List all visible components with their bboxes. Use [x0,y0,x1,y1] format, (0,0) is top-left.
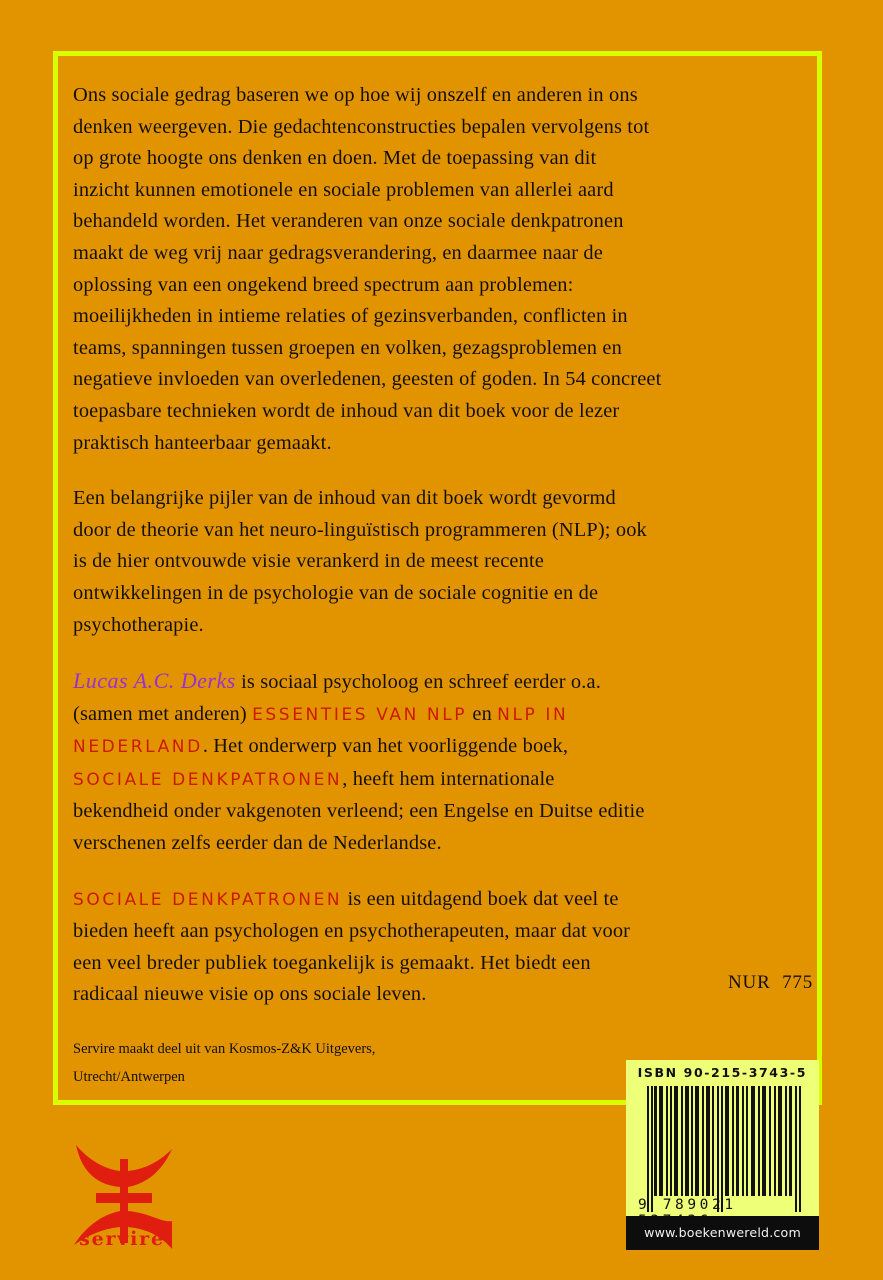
text-line: Een belangrijke pijler van de inhoud van dit boek wordt gevormd [73,487,616,510]
text-line: is de hier ontvouwde visie verankerd in de meest recente [73,550,544,573]
publisher-note [73,1035,375,1091]
text-line: bieden heeft aan psychologen en psychotherapeuten, maar dat voor [73,920,631,943]
author-bio-paragraph [73,665,813,860]
text-line: praktisch hanteerbaar gemaakt. [73,431,332,454]
text-line: op grote hoogte ons denken en doen. Met de toepassing van dit [73,147,597,170]
text-line: bekendheid onder vakgenoten verleend; een Engelse en Duitse editie [73,800,645,823]
text-line: verschenen zelfs eerder dan de Nederlandse. [73,832,442,855]
blurb-paragraph-1 [73,80,813,459]
closing-text: is een uitdagend boek dat veel te [342,887,619,910]
text-line [73,884,813,917]
text-line [73,665,813,699]
barcode-panel [626,1060,819,1250]
text-line: maakt de weg vrij naar gedragsverandering, en daarmee naar de [73,241,603,264]
book-title-sociale-denkpatronen: SOCIALE DENKPATRONEN [73,889,343,910]
bio-text: , heeft hem internationale [342,767,555,790]
text-line: toepasbare technieken wordt de inhoud van dit boek voor de lezer [73,399,620,422]
text-line: negatieve invloeden van overledenen, geesten of goden. In 54 concreet [73,368,662,391]
bio-text: is sociaal psycholoog en schreef eerder o.a. [235,671,601,694]
isbn-label: ISBN 90-215-3743-5 [637,1065,807,1080]
text-line: behandeld worden. Het veranderen van onze sociale denkpatronen [73,210,624,233]
text-line: teams, spanningen tussen groepen en volken, gezagsproblemen en [73,336,622,359]
ean13-barcode-icon [647,1086,801,1212]
text-line: Ons sociale gedrag baseren we op hoe wij onszelf en anderen in ons [73,84,638,106]
ean-first-digit: 9 [638,1197,651,1213]
servire-wordmark: servire [79,1228,165,1250]
nur-code: NUR 775 [728,972,813,993]
text-line [73,699,813,732]
text-line [73,764,813,797]
author-name: Lucas A.C. Derks [73,668,236,694]
website-url: www.boekenwereld.com [626,1216,819,1250]
book-title-nlp-in-nederland: NLP IN [497,704,569,725]
text-line: ontwikkelingen in de psychologie van de sociale cognitie en de [73,581,599,604]
book-title-essenties: ESSENTIES VAN NLP [252,704,468,725]
closing-paragraph [73,884,813,1011]
text-line: een veel breder publiek toegankelijk is gemaakt. Het biedt een [73,951,591,974]
text-line [73,731,813,764]
text-line: oplossing van een ongekend breed spectrum aan problemen: [73,273,574,296]
blurb-paragraph-2 [73,483,813,641]
text-line: radicaal nieuwe visie op ons sociale leven. [73,983,427,1006]
bio-text: . Het onderwerp van het voorliggende boek, [202,735,569,758]
publisher-line-2: Utrecht/Antwerpen [73,1069,185,1085]
book-title-nlp-in-nederland-cont: NEDERLAND [73,737,203,758]
bio-text: en [467,702,498,725]
text-line: moeilijkheden in intieme relaties of gezinsverbanden, conflicten in [73,305,628,328]
bio-text: (samen met anderen) [73,702,253,725]
text-line: psychotherapie. [73,613,204,636]
text-line: inzicht kunnen emotionele en sociale problemen van allerlei aard [73,178,614,201]
text-line: denken weergeven. Die gedachtenconstructies bepalen vervolgens tot [73,115,650,138]
text-line: door de theorie van het neuro-linguïstisch programmeren (NLP); ook [73,518,647,541]
publisher-line-1: Servire maakt deel uit van Kosmos-Z&K Uitgevers, [73,1041,376,1057]
ean-left-digits: 789021 [662,1197,737,1213]
back-cover-text [73,80,813,1035]
book-title-sociale-denkpatronen: SOCIALE DENKPATRONEN [73,769,343,790]
